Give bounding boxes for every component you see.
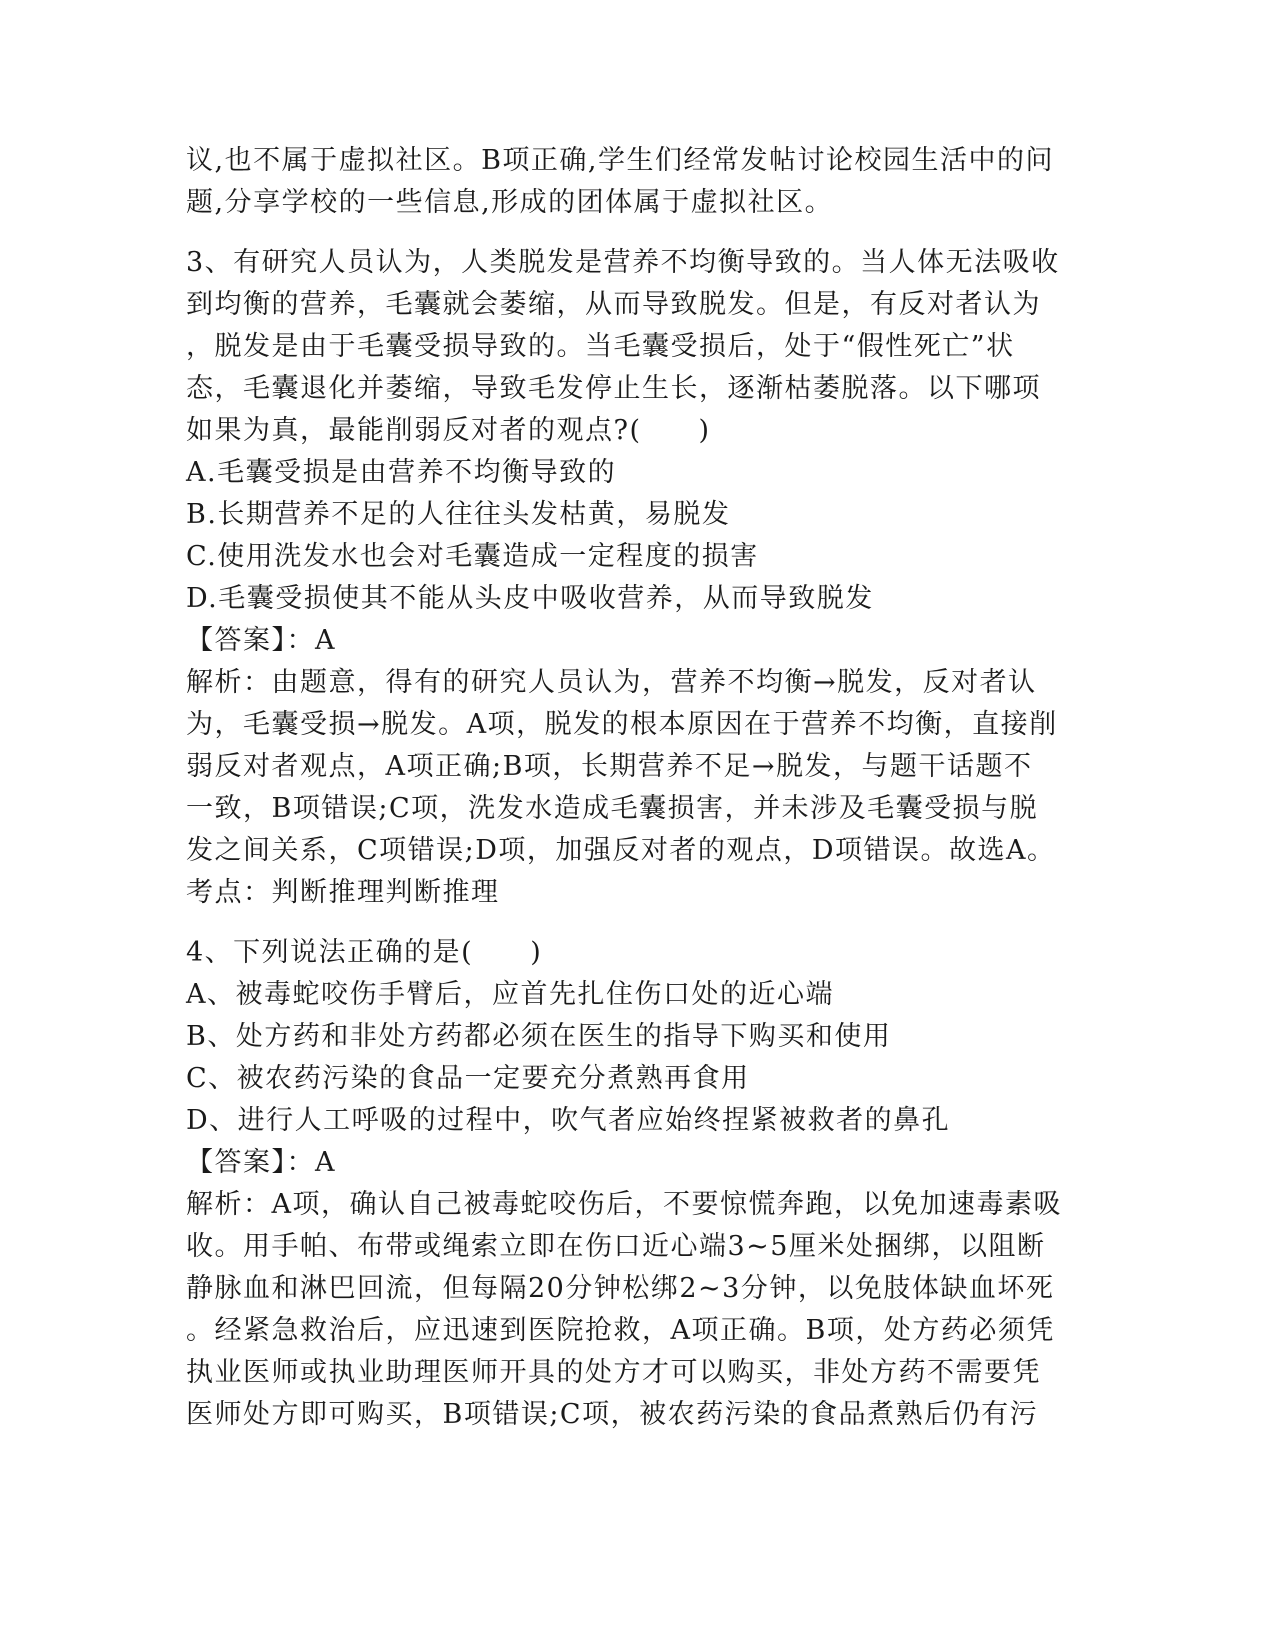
question-3-stem-line: 态，毛囊退化并萎缩，导致毛发停止生长，逐渐枯萎脱落。以下哪项	[186, 373, 1041, 404]
question-3-option-c: C.使用洗发水也会对毛囊造成一定程度的损害	[186, 541, 759, 572]
question-4-analysis-line: 收。用手帕、布带或绳索立即在伤口近心端3~5厘米处捆绑，以阻断	[186, 1231, 1046, 1262]
question-3-analysis-line: 弱反对者观点，A项正确;B项，长期营养不足→脱发，与题干话题不	[186, 751, 1033, 782]
question-4-option-d: D、进行人工呼吸的过程中，吹气者应始终捏紧被救者的鼻孔	[186, 1105, 951, 1136]
text-line: 议,也不属于虚拟社区。B项正确,学生们经常发帖讨论校园生活中的问	[186, 145, 1055, 176]
question-3-analysis-line: 解析：由题意，得有的研究人员认为，营养不均衡→脱发，反对者认	[186, 667, 1037, 698]
question-3-stem-line: ，脱发是由于毛囊受损导致的。当毛囊受损后，处于“假性死亡”状	[186, 331, 1015, 362]
question-4-analysis-line: 执业医师或执业助理医师开具的处方才可以购买，非处方药不需要凭	[186, 1357, 1041, 1388]
question-4-answer: 【答案】：A	[186, 1147, 336, 1178]
question-3-knowledge-point: 考点：判断推理判断推理	[186, 877, 500, 908]
question-4-analysis-line: 静脉血和淋巴回流，但每隔20分钟松绑2~3分钟，以免肢体缺血坏死	[186, 1273, 1055, 1304]
question-3-stem-line: 3、有研究人员认为，人类脱发是营养不均衡导致的。当人体无法吸收	[186, 247, 1060, 278]
question-3-option-d: D.毛囊受损使其不能从头皮中吸收营养，从而导致脱发	[186, 583, 874, 614]
question-3-analysis-line: 为，毛囊受损→脱发。A项，脱发的根本原因在于营养不均衡，直接削	[186, 709, 1058, 740]
question-3-option-b: B.长期营养不足的人往往头发枯黄，易脱发	[186, 499, 731, 530]
question-4-analysis-line: 解析：A项，确认自己被毒蛇咬伤后，不要惊慌奔跑，以免加速毒素吸	[186, 1189, 1062, 1220]
question-4-stem: 4、下列说法正确的是( )	[186, 937, 543, 968]
text-line: 题,分享学校的一些信息,形成的团体属于虚拟社区。	[186, 187, 834, 218]
question-4-analysis-line: 医师处方即可购买，B项错误;C项，被农药污染的食品煮熟后仍有污	[186, 1399, 1039, 1430]
question-4-option-b: B、处方药和非处方药都必须在医生的指导下购买和使用	[186, 1021, 892, 1052]
question-3-analysis-line: 一致，B项错误;C项，洗发水造成毛囊损害，并未涉及毛囊受损与脱	[186, 793, 1039, 824]
question-3-stem-line: 到均衡的营养，毛囊就会萎缩，从而导致脱发。但是，有反对者认为	[186, 289, 1041, 320]
question-3-analysis-line: 发之间关系，C项错误;D项，加强反对者的观点，D项错误。故选A。	[186, 835, 1056, 866]
question-4-option-a: A、被毒蛇咬伤手臂后，应首先扎住伤口处的近心端	[186, 979, 834, 1010]
question-4-analysis-line: 。经紧急救治后，应迅速到医院抢救，A项正确。B项，处方药必须凭	[186, 1315, 1055, 1346]
question-3-answer: 【答案】：A	[186, 625, 336, 656]
question-3-stem-line: 如果为真，最能削弱反对者的观点?( )	[186, 415, 711, 446]
question-3-option-a: A.毛囊受损是由营养不均衡导致的	[186, 457, 617, 488]
question-4-option-c: C、被农药污染的食品一定要充分煮熟再食用	[186, 1063, 750, 1094]
